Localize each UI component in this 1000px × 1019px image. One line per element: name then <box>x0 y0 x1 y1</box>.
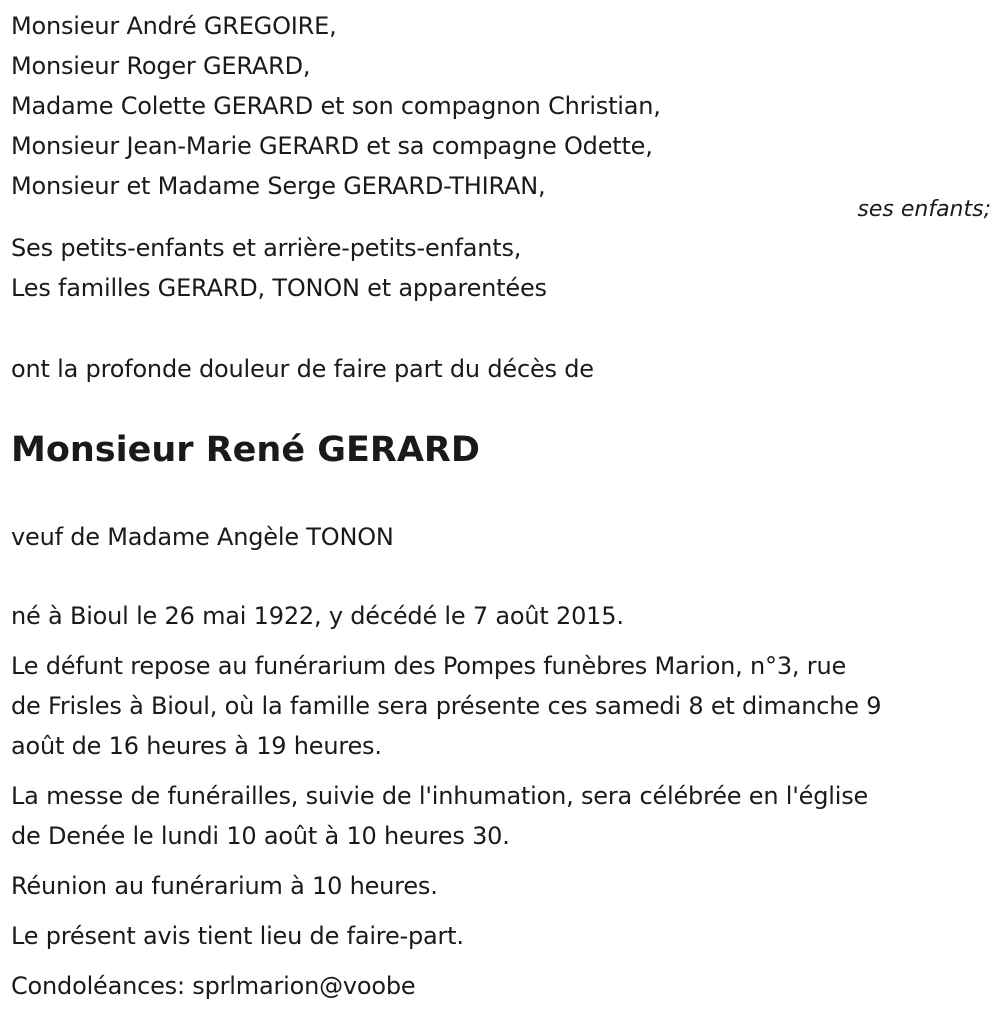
child-name-line: Monsieur Roger GERARD, <box>11 52 311 80</box>
obituary-notice <box>11 0 991 1019</box>
notice-paragraph: Le présent avis tient lieu de faire-part. <box>11 922 464 950</box>
funeral-details <box>11 596 991 1016</box>
grandchildren-list <box>11 228 547 308</box>
children-relation-label: ses enfants; <box>857 197 991 222</box>
widow-of-text: veuf de Madame Angèle TONON <box>11 523 394 551</box>
family-line: Ses petits-enfants et arrière-petits-enfants, <box>11 234 522 262</box>
family-line: Les familles GERARD, TONON et apparentées <box>11 274 547 302</box>
condolences-paragraph: Condoléances: sprlmarion@voobe <box>11 972 416 1000</box>
rest-line: de Frisles à Bioul, où la famille sera présente ces samedi 8 et dimanche 9 <box>11 692 882 720</box>
child-name-line: Monsieur André GREGOIRE, <box>11 12 337 40</box>
meeting-paragraph: Réunion au funérarium à 10 heures. <box>11 872 438 900</box>
birth-death-paragraph: né à Bioul le 26 mai 1922, y décédé le 7 août 2015. <box>11 602 624 630</box>
child-name-line: Monsieur Jean-Marie GERARD et sa compagne Odette, <box>11 132 653 160</box>
child-name-line: Monsieur et Madame Serge GERARD-THIRAN, <box>11 172 546 200</box>
announcement-text: ont la profonde douleur de faire part du décès de <box>11 355 594 383</box>
children-list <box>11 6 661 206</box>
rest-line: Le défunt repose au funérarium des Pompes funèbres Marion, n°3, rue <box>11 652 847 680</box>
mass-line: de Denée le lundi 10 août à 10 heures 30. <box>11 822 510 850</box>
deceased-name: Monsieur René GERARD <box>11 430 480 470</box>
child-name-line: Madame Colette GERARD et son compagnon Christian, <box>11 92 661 120</box>
mass-paragraph <box>11 776 991 856</box>
mass-line: La messe de funérailles, suivie de l'inhumation, sera célébrée en l'église <box>11 782 869 810</box>
rest-paragraph <box>11 646 991 766</box>
rest-line: août de 16 heures à 19 heures. <box>11 732 382 760</box>
